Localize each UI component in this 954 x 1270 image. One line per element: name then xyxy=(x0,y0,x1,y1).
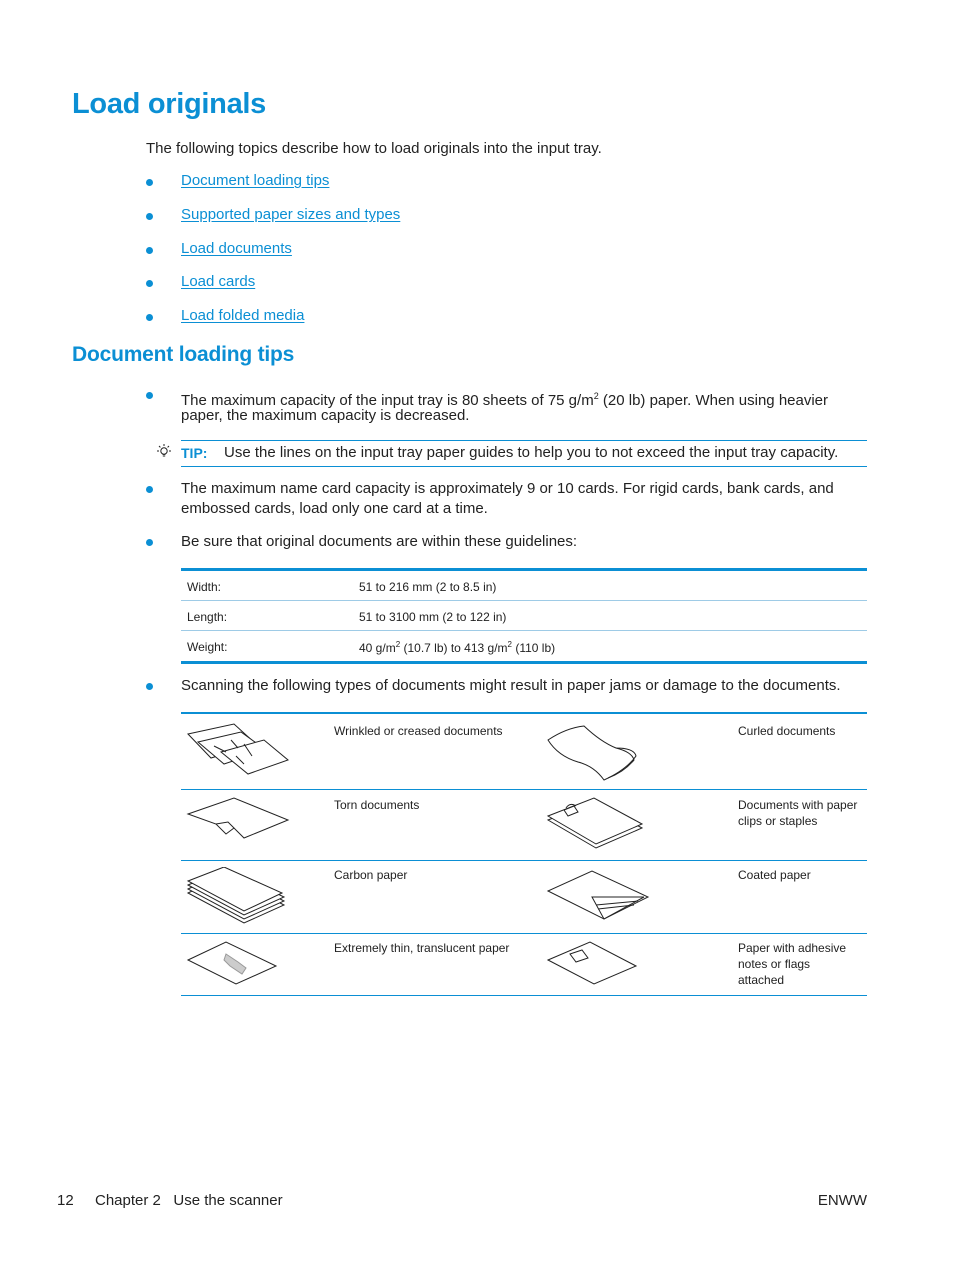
clips-label-line2: clips or staples xyxy=(738,814,818,828)
bullet-icon xyxy=(146,179,153,186)
table-row xyxy=(181,934,867,996)
table-rule xyxy=(181,661,867,664)
page-title: Load originals xyxy=(72,88,266,120)
capacity-text: The maximum capacity of the input tray is 80 sheets of 75 $g/m^2$ (20 lb) paper. When using heavier xyxy=(181,391,829,409)
torn-document-icon xyxy=(186,796,291,841)
tip-box xyxy=(181,440,867,467)
curled-label: Curled documents xyxy=(738,724,836,738)
adhesive-label-line3: attached xyxy=(738,973,785,987)
coated-paper-icon xyxy=(546,867,651,922)
width-label: Width: xyxy=(187,580,222,594)
tip-label: TIP: xyxy=(181,445,208,461)
weight-value: 40 $g/m^2$ (10.7 lb) to 413 $g/m^2$ (110 lb) xyxy=(359,640,556,655)
footer-right: ENWW xyxy=(817,1192,867,1209)
link-document-loading-tips[interactable]: Document loading tips xyxy=(181,172,330,189)
width-value: 51 to 216 mm (2 to 8.5 in) xyxy=(359,580,497,594)
clips-label: Documents with paper xyxy=(738,798,858,812)
jams-text: Scanning the following types of documents might result in paper jams or damage to the documents. xyxy=(181,677,841,694)
bullet-icon xyxy=(146,314,153,321)
guidelines-text: Be sure that original documents are within these guidelines: xyxy=(181,533,578,550)
intro-text: The following topics describe how to load originals into the input tray. xyxy=(146,140,602,157)
link-supported-paper-sizes[interactable]: Supported paper sizes and types xyxy=(181,206,401,223)
lightbulb-icon xyxy=(155,443,173,461)
chapter-label: Chapter 2 Use the scanner xyxy=(95,1192,283,1209)
cards-text-line2: embossed cards, load only one card at a time. xyxy=(181,500,488,517)
adhesive-notes-icon xyxy=(546,940,638,986)
thin-label: Extremely thin, translucent paper xyxy=(334,941,510,955)
carbon-label: Carbon paper xyxy=(334,868,408,882)
tip-text: Use the lines on the input tray paper guides to help you to not exceed the input tray capacity. xyxy=(224,444,839,461)
bullet-icon xyxy=(146,486,153,493)
link-load-documents[interactable]: Load documents xyxy=(181,240,292,257)
link-load-cards[interactable]: Load cards xyxy=(181,273,256,290)
coated-label: Coated paper xyxy=(738,868,811,882)
wrinkled-document-icon xyxy=(186,722,291,777)
table-row xyxy=(181,790,867,861)
carbon-paper-icon xyxy=(186,867,286,925)
page-number: 12 xyxy=(57,1192,74,1209)
adhesive-label: Paper with adhesive xyxy=(738,941,847,955)
length-label: Length: xyxy=(187,610,228,624)
bullet-icon xyxy=(146,539,153,546)
bullet-icon xyxy=(146,247,153,254)
curled-document-icon xyxy=(546,722,641,782)
guidelines-table xyxy=(181,568,867,664)
paper-clip-document-icon xyxy=(546,796,646,851)
table-row xyxy=(181,571,867,601)
torn-label: Torn documents xyxy=(334,798,420,812)
thin-paper-icon xyxy=(186,940,278,986)
table-row xyxy=(181,861,867,934)
table-row xyxy=(181,631,867,661)
capacity-text-line2: paper, the maximum capacity is decreased. xyxy=(181,407,470,424)
adhesive-label-line2: notes or flags xyxy=(738,957,811,971)
document-types-table xyxy=(181,712,867,996)
bullet-icon xyxy=(146,683,153,690)
table-row xyxy=(181,601,867,631)
section-heading: Document loading tips xyxy=(72,343,295,366)
bullet-icon xyxy=(146,213,153,220)
wrinkled-label: Wrinkled or creased documents xyxy=(334,724,503,738)
weight-label: Weight: xyxy=(187,640,228,654)
length-value: 51 to 3100 mm (2 to 122 in) xyxy=(359,610,507,624)
cards-text: The maximum name card capacity is approximately 9 or 10 cards. For rigid cards, bank cards, and xyxy=(181,480,834,497)
table-row xyxy=(181,714,867,790)
link-load-folded-media[interactable]: Load folded media xyxy=(181,307,305,324)
bullet-icon xyxy=(146,392,153,399)
bullet-icon xyxy=(146,280,153,287)
